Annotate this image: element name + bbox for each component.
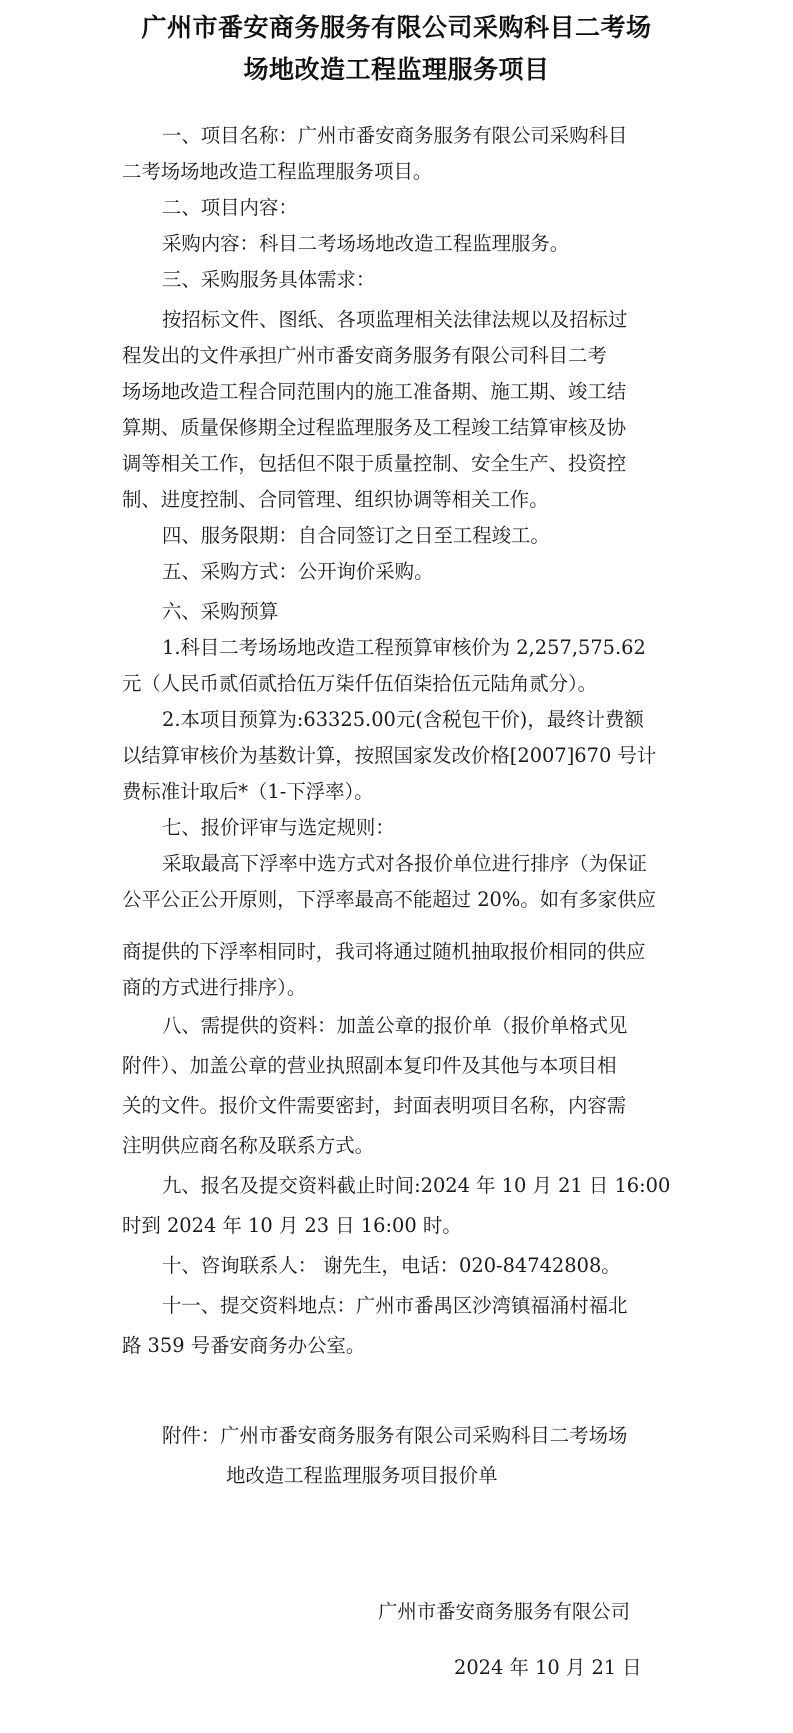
item-7-para-line-4: 商的方式进行排序）。 xyxy=(122,976,307,999)
item-6-budget-2-line-3: 费标准计取后*（1-下浮率）。 xyxy=(122,780,374,803)
item-8-line-1: 八、需提供的资料：加盖公章的报价单（报价单格式见 xyxy=(162,1014,628,1037)
item-3-para-line-2: 程发出的文件承担广州市番安商务服务有限公司科目二考 xyxy=(122,344,607,367)
item-8-line-4: 注明供应商名称及联系方式。 xyxy=(122,1134,375,1157)
item-4-service-period: 四、服务限期：自合同签订之日至工程竣工。 xyxy=(162,524,550,547)
item-2-content: 采购内容：科目二考场场地改造工程监理服务。 xyxy=(162,232,570,255)
document-title-line-2: 场地改造工程监理服务项目 xyxy=(243,55,550,84)
item-3-para-line-3: 场场地改造工程合同范围内的施工准备期、施工期、竣工结 xyxy=(122,380,627,403)
item-7-para-line-3: 商提供的下浮率相同时，我司将通过随机抽取报价相同的供应 xyxy=(122,940,646,963)
item-8-line-2: 附件）、加盖公章的营业执照副本复印件及其他与本项目相 xyxy=(122,1054,617,1077)
item-1-name: 一、项目名称：广州市番安商务服务有限公司采购科目 xyxy=(162,124,628,147)
item-9-deadline-line-1: 九、报名及提交资料截止时间:2024 年 10 月 21 日 16:00 xyxy=(162,1174,671,1197)
item-3-para-line-5: 调等相关工作，包括但不限于质量控制、安全生产、投资控 xyxy=(122,452,627,475)
document-title-line-1: 广州市番安商务服务有限公司采购科目二考场 xyxy=(141,13,652,42)
item-7-heading: 七、报价评审与选定规则： xyxy=(162,816,395,839)
item-3-heading: 三、采购服务具体需求： xyxy=(162,268,376,291)
item-10-contact: 十、咨询联系人： 谢先生，电话：020-84742808。 xyxy=(162,1254,621,1277)
item-3-para-line-1: 按招标文件、图纸、各项监理相关法律法规以及招标过 xyxy=(162,308,628,331)
item-7-para-line-1: 采取最高下浮率中选方式对各报价单位进行排序（为保证 xyxy=(162,852,647,875)
item-6-budget-2-line-2: 以结算审核价为基数计算，按照国家发改价格[2007]670 号计 xyxy=(122,744,657,767)
item-5-procurement-method: 五、采购方式：公开询价采购。 xyxy=(162,560,434,583)
item-6-heading: 六、采购预算 xyxy=(162,600,279,623)
item-3-para-line-4: 算期、质量保修期全过程监理服务及工程竣工结算审核及协 xyxy=(122,416,627,439)
signature-company: 广州市番安商务服务有限公司 xyxy=(378,1600,631,1623)
item-6-budget-1-line-2: 元（人民币贰佰贰拾伍万柒仟伍佰柒拾伍元陆角贰分）。 xyxy=(122,672,598,695)
item-11-address-line-1: 十一、提交资料地点：广州市番禺区沙湾镇福涌村福北 xyxy=(162,1294,628,1317)
item-3-para-line-6: 制、进度控制、合同管理、组织协调等相关工作。 xyxy=(122,488,549,511)
attachment-line-2: 地改造工程监理服务项目报价单 xyxy=(226,1464,498,1487)
attachment-line-1: 附件：广州市番安商务服务有限公司采购科目二考场场 xyxy=(162,1424,628,1447)
item-6-budget-2-line-1: 2.本项目预算为:63325.00元(含税包干价)，最终计费额 xyxy=(162,708,644,731)
signature-date: 2024 年 10 月 21 日 xyxy=(454,1656,642,1679)
item-6-budget-1-line-1: 1.科目二考场场地改造工程预算审核价为 2,257,575.62 xyxy=(162,636,646,659)
item-2-heading: 二、项目内容： xyxy=(162,196,298,219)
item-8-line-3: 关的文件。报价文件需要密封，封面表明项目名称，内容需 xyxy=(122,1094,627,1117)
item-11-address-line-2: 路 359 号番安商务办公室。 xyxy=(122,1334,366,1357)
item-7-para-line-2: 公平公正公开原则，下浮率最高不能超过 20%。如有多家供应 xyxy=(122,888,657,911)
item-1-name-cont: 二考场场地改造工程监理服务项目。 xyxy=(122,160,433,183)
item-9-deadline-line-2: 时到 2024 年 10 月 23 日 16:00 时。 xyxy=(122,1214,462,1237)
